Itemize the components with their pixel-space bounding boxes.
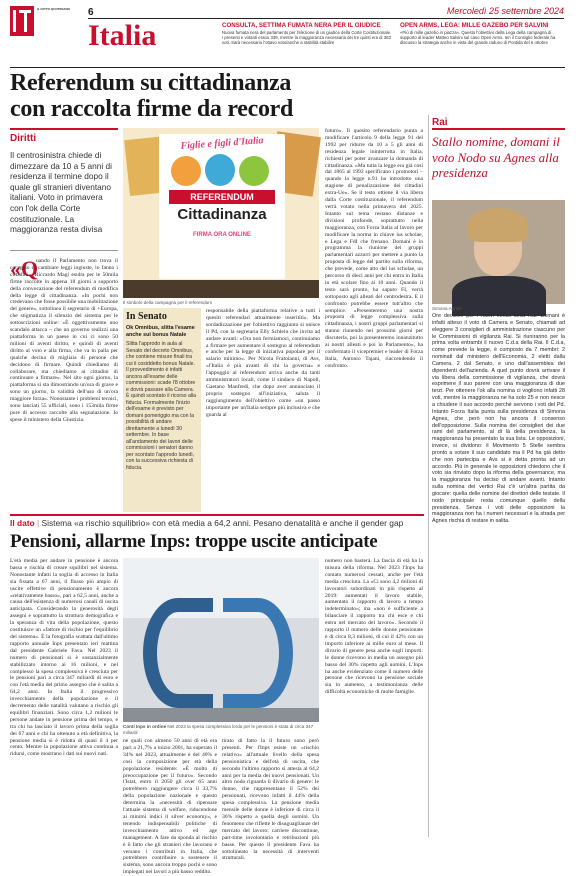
- brief-text: Nuova fumata nera del parlamento per l'elezione di un giudice della Corte Costituzionale. I presenti e votanti erano 339, mentre la maggioranza necessaria dei tre quinti era di 363 voti. Sarà necessario l'ottavo voto/anche a stabilità stabilire: [222, 30, 392, 46]
- headline-line: Referendum su cittadinanza: [10, 70, 292, 96]
- referendum-poster: [123, 128, 319, 298]
- poster-child: [239, 156, 269, 186]
- sidebar-kicker: Rai: [432, 117, 448, 128]
- caption-bold: Conti Inps in ordine: [123, 724, 167, 729]
- article2-subkicker: Sistema «a rischio squilibrio» con età media a 64,2 anni. Pesano denatalità e anche il gender gap: [41, 518, 404, 528]
- poster-subtitle: Cittadinanza: [177, 206, 267, 223]
- inps-logo-shape: [143, 598, 213, 708]
- article-column-1: uando il Parlamento non trova il coraggio di cambiare leggi ingiuste, lo fanno i cittadini». Riccardo Magi esulta per le 50mila firme raccolte in appena 18 giorni a supporto della convocazione del referendum di modifica della legge di cittadinanza. «In pochi non credevano che fosse possibile una mobilitazione del genere», sottolinea il segretario di +Europa, che stigmatizza il silenzio del sistema per le sottoscrizioni online: «È oggettivamente uno scandalo attacca – che un governo realizzi una piattaforma in un paese in cui ci sono 50 milioni di aventi diritto, e quindi di aventi diritto al voto e alla firma, che va in palla per qualche decina di migliaia di persone che decidono di firmare. Quindi chiediamo di collaborare, ma chiediamo ai cittadini di continuare a firmare». Nel sito ogni giorno, la piattaforma si sta dimostrando un'ora di grave e sono un giorno, la validità dell'uso di un'ora maggiore forza». Nonostante i problemi tecnici, sono lanciati 55 ufficiali, sono i 153mila firme pure di accesso raccolte alla segnalazione. Io spese il ministero della Giustizia.: [10, 258, 118, 423]
- article2-column-4: numero non basterà. La fascia di età ha la misura della riforma. Nel 2023 l'Inps ha contato numerosi cessati, anche per l'età media cresciuta. La «Ci sono 4,2 milioni di lavoratori subordinati in più rispetto al 2019: aumentati il lavoro stabile, aumentato il rapporto di lavoro a tempo indeterminato»; ma «non è sufficiente a bilanciare il rapporto tra chi esce e chi entra nel mercato del lavoro». Secondo il rapporto il numero delle donne pensionate è di circa 8,3 milioni, di cui il 42% con un importo inferiore ai mille euro al mese. Il divario di genere pesa anche sugli importi: le donne ricevono in media un assegno più basso del 30% rispetto agli uomini. L'Inps ha anche evidenziato come il numero delle persone che ricevono la pensione sociale sia in aumento, a testimonianza delle difficoltà economiche di molte famiglie.: [325, 558, 423, 696]
- agnes-photo: [432, 200, 565, 304]
- brief-title: CONSULTA, SETTIMA FUMATA NERA PER IL GIUDICE: [222, 22, 381, 29]
- header-rule: [88, 18, 564, 19]
- sidebar-divider: [428, 115, 429, 837]
- photo-ground: [123, 708, 319, 722]
- sidebar-rule: [432, 128, 565, 130]
- article-kicker: Diritti: [10, 133, 37, 144]
- poster-footer: FIRMA ORA ONLINE: [193, 232, 251, 238]
- article-standfirst: Il centrosinistra chiede di dimezzare da 10 a 5 anni di residenza il termine dopo il quale gli stranieri diventano italiani. Voto in primavera con l'ok della Corte costituzionale. La maggioranza resta divisa: [10, 150, 112, 235]
- caption-text: Nel 2023 la spesa complessiva lorda per le pensioni è stata di circa 347 miliardi: [123, 724, 314, 735]
- poster-child: [171, 156, 201, 186]
- logo-bar: [13, 10, 16, 32]
- image-caption: Il simbolo della campagna per il referendum: [123, 300, 213, 305]
- logo-text: IL FATTO QUOTIDIANO: [37, 7, 70, 11]
- sidebar-text: Ore decisive per i nuovi vertici della Rai. Domani è infatti atteso il voto di Camera e Senato, chiamati ad eleggere 3 consiglieri di amministrazione ciascuno per le Commissioni di vigilanza Rai. Si riuniranno per la prima volta entrambi il nuovo C.d.a della Rai. Il C.d.a, come prevede la legge, è composto da 7 membri: 2 nominati dal ministero dell'Economia, 2 eletti dalla Camera, 2 dal Senato, e uno dall'assemblea dei dipendenti dell'azienda. A quel punto dovrà arrivare il via libera della commissione di vigilanza, che dovrà esprimere il suo parere con una maggioranza di due terzi. Per ottenere l'ok alla nomina ci vogliono infatti 28 voti, mentre la maggioranza ne ha solo 25 e non riesce a chiudere il suo accordo perché servono i voti del Pd. Intanto Forza Italia punta sulla presidenza di Simona Agnes, che però non ha ancora il consenso dell'opposizione. Sulla nomina dei consiglieri dei due rami del parlamento, al di là della presidenza, la maggioranza ha presentato la sua lista. Le opposizioni, invece, si dividono: il Movimento 5 Stelle sembra pronto a votare il suo candidato ma il Pd ha già detto che non partecipa e Avs si è detta pronta ad un accordo. Più in generale le opposizioni chiedono che il voto sia rinviato dopo la riforma della governance, ma la maggioranza ha deciso di andare avanti. Intanto sulla nomina dei vertici Rai c'è un'altra partita da giocare: quella delle nomine dei direttori delle testate. Il nodo principale resta comunque quello della presidenza. Senza i voti delle opposizioni la maggioranza non ha i numeri necessari e la strada per Agnes rischia di restare in salita.: [432, 313, 565, 525]
- brief-open-arms[interactable]: [400, 22, 568, 46]
- photo-caption: Simona Agnes: [432, 306, 462, 311]
- standfirst-rule: [10, 250, 118, 251]
- poster-child: [205, 154, 235, 186]
- inps-photo-caption: [123, 724, 319, 735]
- sidebar-headline: Stallo nomine, domani il voto Nodo su Agnes alla presidenza: [432, 134, 560, 180]
- article-headline[interactable]: [10, 70, 430, 122]
- box-title: In Senato: [126, 311, 167, 322]
- photo-sky: [123, 558, 319, 618]
- page-number: 6: [88, 7, 94, 18]
- article2-column-3: tirato di fatto la il futuro sono però presenti. Per l'Inps esiste un «rischio relativo» all'attuale livello della spesa pensionistica e dell'età di uscita, che secondo l'ultimo rapporto si attesta al 64,2 anni per la media dei nuovi pensionati. Un altro nodo riguarda il divario di genere: le donne, che rappresentano il 52% dei pensionati, ricevono infatti il 44% della spesa complessiva. La pensione media mensile delle donne è inferiore di circa il 36% rispetto a quella degli uomini. Un fenomeno che riflette le disuguaglianze del mercato del lavoro: carriere discontinue, part-time involontario e retribuzioni più basse. Per questo il presidente Fava ha sottolineato la necessità di interventi strutturali.: [222, 738, 319, 862]
- poster-table: [123, 280, 319, 298]
- issue-date: Mercoledì 25 settembre 2024: [446, 6, 564, 16]
- headline-line: con raccolta firme da record: [10, 96, 294, 122]
- section-title: Italia: [88, 19, 157, 52]
- article2-top-rule: [10, 514, 424, 516]
- newspaper-logo[interactable]: [10, 6, 34, 36]
- article2-kicker-line: Il dato | Sistema «a rischio squilibrio» con età media a 64,2 anni. Pesano denatalità e anche il gender gap: [10, 518, 404, 528]
- article2-headline[interactable]: Pensioni, allarme Inps: troppe uscite anticipate: [10, 531, 378, 552]
- article2-kicker: Il dato: [10, 518, 35, 528]
- inps-photo: [123, 558, 319, 722]
- box-text: Slitta l'approdo in aula al Senato del decreto Omnibus, che contiene misure finali tra cui il cosiddetto bonus Natale. Il provvedimento è infatti ancora all'esame delle commissioni: scade l'8 ottobre e dovrà passare alla Camera. È quindi scontato il ricorso alla fiducia. Formalmente l'inizio dell'esame è previsto per domani pomeriggio ma con la possibilità di andare direttamente a lunedì 30 settembre. In base all'andamento dei lavori delle commissioni i senatori danno per scontato l'approdo lunedì, con la successiva richiesta di fiducia.: [126, 341, 197, 471]
- article2-column-2: ne quali con almeno 50 anni di età era pari a 21,7% a inizio 2001, ha superato il 34% nel 2023, attualmente è del 40% e così la composizione per età della popolazione residente: «È molto di preoccupazione per il futuro». Secondo l'Istat, entro il 2050 gli over 65 anni potrebbero raggiungere circa il 33,7% della popolazione nazionale e questo determina la «necessità di ripensare l'attuale sistema di welfare, riducendone ai minimi indici il silver economy», e tenendo indispensabili politiche di invecchiamento attivo ed age management. A fare da sponda al rischio è il fatto che gli stranieri che lavorano e versano i contributi in Italia, che potrebbero contribuire a sostenere il sistema, sono ancora troppo pochi e sono impiegati nei lavori a più basso reddito.: [123, 738, 217, 876]
- header-bottom-rule: [10, 67, 565, 68]
- brief-text: «Più di mille gazebo in piazza». Questo l'obiettivo della Lega della campagna di supporto al leader Matteo Salvini sul caso Open Arms. Ieri il Consiglio federale ha discusso la strategia anche in vista del grande raduno di Pontida del 6 ottobre: [400, 30, 556, 46]
- dropcap: «Q: [10, 256, 39, 281]
- brief-title: OPEN ARMS, LEGA: MILLE GAZEBO PER SALVINI: [400, 22, 549, 29]
- article2-column-1: L'età media per andare in pensione è ancora bassa e rischia di creare squilibri nel sistema. Nonostante infatti la soglia di accesso in Italia sia fissata a 67 anni, il flusso più ampio di uscite effettive di pensionamento è ancora «relativamente basso», pari a 62,5 anni, anche a causa dell'esistenza di numerosi canali di uscita anticipata. Considerando la generosità degli assegni e soprattutto la struttura demografica e la speranza di vita della popolazione, questo costituisce un «fattore di rischio per l'equilibrio del sistema». È la fotografia scattata dall'ultimo rapporto annuale Inps presentato ieri mattina dal presidente Gabriele Fava. Nel 2023 il numero di pensionati si è sostanzialmente stabilizzato intorno ai 16 milioni, e nel complesso la spesa complessiva è cresciuta per le pensioni pari a circa 347 miliardi di euro e con l'età media del primo assegno che è salita a 64,2 anni. In Italia il progressivo invecchiamento della popolazione e il decremento delle natalità valutano a rischio gli equilibri finanziari. Sono circa 1,2 milioni le persone andate in pensione prima del tempo, e tra chi ha lasciato il lavoro prima della soglia dei 67 anni e chi ha ottenuto a età definitiva, la pensione media si è ridotta di quasi il 4 per cento. Mentre la popolazione attiva continua a ridursi, come mostrano i dati sui nuovi nati.: [10, 558, 118, 758]
- box-subtitle: Ok Omnibus, slitta l'esame anche sui bonus Natale: [126, 325, 195, 338]
- poster-title: Figlie e figli d'Italia: [180, 135, 264, 152]
- senate-box[interactable]: [123, 308, 201, 512]
- photo-hair: [468, 208, 528, 242]
- brief-consulta[interactable]: [222, 22, 392, 46]
- article-column-4: futuro». Il quesito referendario punta a modificare l'articolo 9 della legge 91 del 1992 per ridurre da 10 a 5 gli anni di residenza legale ininterrotta in Italia, richiesti per poter avanzare la domanda di cittadinanza. «Ma tutta la legge era già così dal 1865 al 1992 specificano i promotori – quando la legge n.91 ha introdotto una stagione di penalizzazione dei cittadini extra-Ue». Se il testo ottiene il via libera dalla Corte costituzionale, il referendum verrà votato nella primavera del 2025. Intanto sul tema restano distanze e divisioni profonde, soprattutto nella maggioranza, con Forza Italia al lavoro per modificare la norma in chiave ius scholae, e Lega e FdI che frenano. Domani è in programma la riunione dei gruppi parlamentari azzurri per mettere a punto la proposta di legge del partito sulla riforma, che prevede, come atto del ius scholae, un percorso di dieci anni per chi entra in Italia in età scolare fino ai 10 anni. Quando il testo sarà pronto, ha saputo FI, verrà sottoposto agli alleati del centrodestra. E il confronto potrebbe essere tutt'altro che semplice. «Presenteremo una nostra proposta di legge complessiva sulla cittadinanza, i nostri gruppi parlamentari si stanno riunendo nei prossimi giorni per discuterla, poi la presenteremo innanzitutto ai nostri alleati e poi in Parlamento», ha confermato il vicepremier e leader di Forza Italia, Antonio Tajani, riaccendendo il confronto.: [325, 128, 423, 369]
- poster-banner: REFERENDUM: [169, 190, 275, 204]
- kicker-rule: [10, 128, 118, 130]
- inps-logo-shape: [223, 598, 293, 708]
- article-column-3: responsabile della piattaforma relative a tutti i quesiti referendari attualmente inserititi». Ma sordadizzazione per l'obiettivo raggiunto si unisce il Pd, con la segretaria Elly Schlein che invita ad andare avanti: «Ora non fermiamoci, continuiamo a firmare per aumentare il sostegno al referendum e anche per la legge di iniziativa popolare per il salario minimo». Per Nicola Fratoianni, di Avs, «l'Italia è più avanti di chi la governa» e l'appoggio al referendum arriva anche da tanti amministratori locali, come il sindaco di Napoli, Gaetano Manfredi, che dopo aver annunciato il proprio sostegno all'iniziativa, saluta il raggiungimento dell'obiettivo come «un passo importante per un'Italia sempre più inclusiva e che guarda al: [206, 308, 320, 418]
- logo-bar: [24, 10, 27, 32]
